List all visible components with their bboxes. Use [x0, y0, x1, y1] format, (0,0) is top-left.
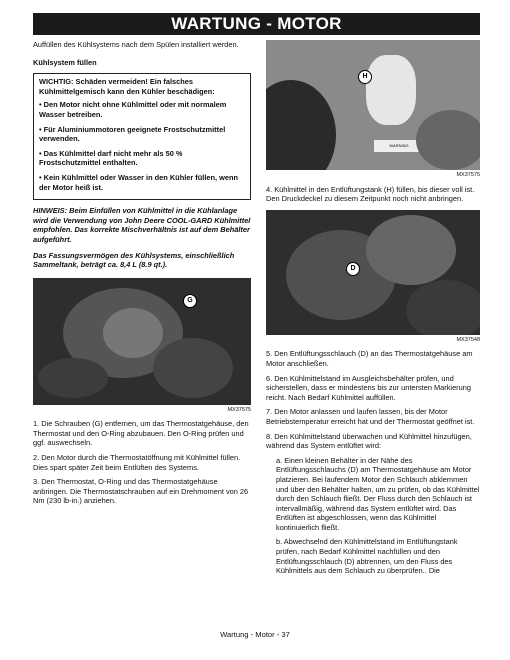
- step-6: 6. Den Kühlmittelstand im Ausgleichsbehälter prüfen, und sicherstellen, dass er mindestens bis zur untersten Markierung reicht. Nach Bedarf Kühlmittel auffüllen.: [266, 373, 471, 402]
- page-footer: Wartung - Motor - 37: [220, 630, 290, 639]
- section-heading: Kühlsystem füllen: [33, 57, 97, 67]
- warning-item: • Kein Kühlmittel oder Wasser in den Kühler füllen, wenn der Motor heiß ist.: [39, 172, 239, 192]
- step-1: 1. Die Schrauben (G) entfernen, um das Thermostatgehäuse, den Thermostat und den O-Ring abzubauen. Den O-Ring prüfen und ggf. auswechseln.: [33, 419, 249, 448]
- callout-h: H: [358, 70, 372, 84]
- page-title: WARTUNG - MOTOR: [33, 13, 480, 35]
- warning-item: • Den Motor nicht ohne Kühlmittel oder mit normalem Wasser betreiben.: [39, 100, 227, 119]
- image-caption: MX37548: [456, 336, 480, 343]
- warning-box: [33, 73, 251, 200]
- image-caption: MX37575: [456, 172, 480, 178]
- substep-b: b. Abwechselnd den Kühlmittelstand im Entlüftungstank prüfen, nach Bedarf Kühlmittel nachfüllen und den Entlüftungsschlauch (D) abtrennen, um den Fluss des Kühlmittels aus dem Schlauch zu überprüfen.. Die: [276, 537, 458, 576]
- overflow-tank-photo: [266, 40, 480, 170]
- warning-item: • Das Kühlmittel darf nicht mehr als 50 % Frostschutzmittel enthalten.: [39, 148, 183, 168]
- left-column: [33, 40, 251, 511]
- step-2: 2. Den Motor durch die Thermostatöffnung mit Kühlmittel füllen. Dies spart später Zeit beim Entlüften des Systems.: [33, 453, 241, 472]
- engine-thermostat-photo: [33, 278, 251, 405]
- intro-text: Auffüllen des Kühlsystems nach dem Spülen installiert werden.: [33, 40, 239, 49]
- step-4: 4. Kühlmittel in den Entlüftungstank (H) füllen, bis dieser voll ist. Den Druckdeckel zu diesem Zeitpunkt noch nicht anbringen.: [266, 184, 475, 204]
- warning-sticker: WARNING: [374, 140, 424, 152]
- substep-a: a. Einen kleinen Behälter in der Nähe des Entlüftungsschlauchs (D) am Thermostatgehäuse am Motor platzieren. Bei laufendem Motor den Schlauch abklemmen und über den Behälter halten, um zu prüfen, ob das Kühlmittel durch den Schlauch fließt. Der Fluss durch den Schlauch ist intervallmäßig, während das System entlüftet wird. Das Entlüften ist abgeschlossen, wenn das Kühlmittel kontinuierlich fließt.: [276, 455, 480, 532]
- callout-g: G: [183, 294, 197, 308]
- image-caption: MX37575: [227, 406, 251, 413]
- step-5: 5. Den Entlüftungsschlauch (D) an das Thermostatgehäuse am Motor anschließen.: [266, 349, 473, 368]
- right-column: [266, 40, 480, 581]
- bleed-hose-photo: [266, 210, 480, 335]
- warning-title: WICHTIG: Schäden vermeiden! Ein falsches Kühlmittelgemisch kann den Kühler beschädigen:: [39, 77, 215, 96]
- callout-d: D: [346, 262, 360, 276]
- step-8: 8. Den Kühlmittelstand überwachen und Kühlmittel hinzufügen, während das System entlüftet wird:: [266, 431, 472, 451]
- step-7: 7. Den Motor anlassen und laufen lassen, bis der Motor Betriebstemperatur erreicht hat und der Thermostat geöffnet ist.: [266, 407, 475, 426]
- step-3: 3. Den Thermostat, O-Ring und das Thermostatgehäuse anbringen. Die Thermostatschrauben auf ein Drehmoment von 26 Nm (230 lb-in.) anziehen.: [33, 477, 249, 506]
- note-capacity: Das Fassungsvermögen des Kühlsystems, einschließlich Sammeltank, beträgt ca. 8,4 L (8.9 qt.).: [33, 250, 235, 270]
- warning-item: • Für Aluminiummotoren geeignete Frostschutzmittel verwenden.: [39, 124, 226, 144]
- note-coolgard: HINWEIS: Beim Einfüllen von Kühlmittel in die Kühlanlage wird die Verwendung von John Deere COOL-GARD Kühlmittel empfohlen. Das korrekte Mischverhältnis ist auf dem Behälter aufgeführt.: [33, 206, 251, 244]
